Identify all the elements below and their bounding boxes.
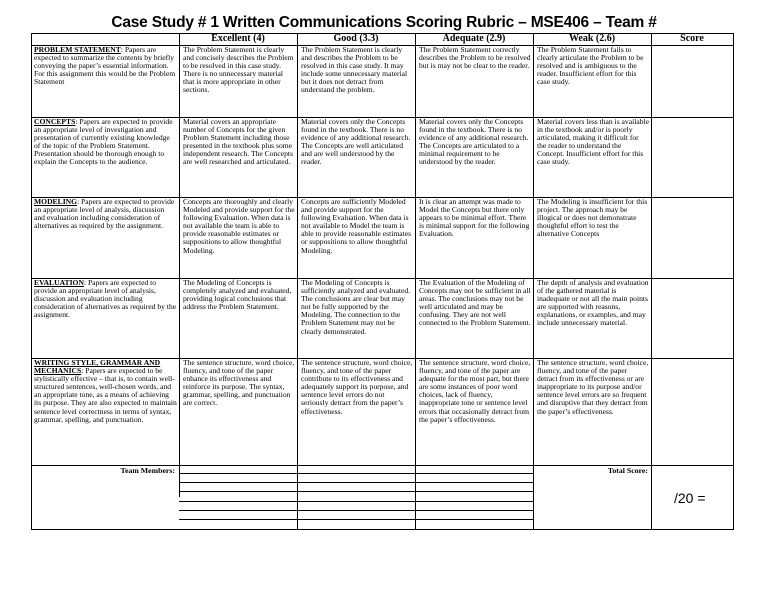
criterion-title: WRITING STYLE, GRAMMAR AND MECHANICS: [34, 359, 161, 376]
cell-adequate: Material covers only the Concepts found in the textbook. There is no evidence of any additional research. The Concepts are articulated to a minimal requirement to be understood by the reader.: [419, 118, 529, 167]
team-member-line[interactable]: [179, 473, 533, 474]
criterion-problem-statement: [34, 46, 177, 116]
cell-excellent: The Modeling of Concepts is completely analyzed and evaluated, providing logical conclusions that address the Problem Statement.: [183, 279, 292, 312]
criterion-writing-style: [34, 359, 177, 464]
cell-good: Material covers only the Concepts found in the textbook. There is no evidence of any additional research. The Concepts are well articulated and are well understood by the reader.: [301, 118, 411, 167]
header-weak: Weak (2.6): [568, 33, 616, 44]
header-good: Good (3.3): [333, 33, 379, 44]
criterion-evaluation: [34, 279, 177, 357]
column-divider: [415, 33, 416, 530]
total-score-value: /20 =: [674, 490, 706, 506]
cell-excellent: Concepts are thoroughly and clearly Modeled and provide support for the following Evaluation. When data is not available the team is able to provide reasonable estimates or suppositions to allow thoughtful Modeling.: [183, 198, 295, 255]
cell-weak: The Problem Statement fails to clearly articulate the Problem to be resolved and is ambiguous to the reader. Insufficient effort for this case study.: [537, 46, 644, 87]
cell-adequate: The sentence structure, word choice, fluency, and tone of the paper are adequate for the most part, but there are some instances of poor word choices, lack of fluency, inappropriate tone or sentence level errors that occasionally detract from the paper’s effectiveness.: [419, 359, 531, 424]
criterion-title: MODELING: [34, 198, 78, 206]
header-score: Score: [680, 33, 704, 44]
table-border-right: [733, 33, 734, 530]
criterion-text: : Papers are expected to provide an appropriate level of investigation and presentation of currently existing knowledge of the topic of the Problem Statement. Presentation should be thorough enough to explain the Concepts to the audience.: [34, 118, 173, 167]
criterion-text: : Papers are expected to be stylistically effective – that is, to contain well-structured sentences, well-chosen words, and an appropriate tone, as a means of achieving its purpose. They are also expected to maintain sentence level correctness in terms of syntax, grammar, spelling, and punctuation.: [34, 366, 177, 424]
column-divider: [297, 33, 298, 530]
cell-adequate: The Evaluation of the Modeling of Concepts may not be sufficient in all areas. The conclusions may not be well articulated and may be confusing. They are not well connected to the Problem Statement.: [419, 279, 531, 328]
team-member-line[interactable]: [179, 491, 533, 492]
page-title: Case Study # 1 Written Communications Scoring Rubric – MSE406 – Team #: [111, 14, 657, 31]
cell-good: The Problem Statement is clearly and describes the Problem to be resolved in this case study. It may include some unnecessary material but it does not detract from understand the problem.: [301, 46, 408, 95]
cell-excellent: The sentence structure, word choice, fluency, and tone of the paper enhance its effectiveness and reinforce its purpose. The syntax, grammar, spelling, and punctuation are correct.: [183, 359, 295, 408]
criterion-title: PROBLEM STATEMENT: [34, 46, 121, 54]
team-members-lines: [179, 465, 533, 529]
cell-weak: Material covers less than is available in the textbook and/or is poorly articulated, making it difficult for the reader to understand the Concept. Insufficient effort for this case study.: [537, 118, 649, 167]
team-members-label: Team Members:: [120, 466, 175, 475]
cell-good: The sentence structure, word choice, fluency, and tone of the paper contribute to its effectiveness and adequately support its purpose, and sentence level errors do not seriously detract from the paper’s effectiveness.: [301, 359, 413, 416]
cell-weak: The Modeling is insufficient for this project. The approach may be illogical or does not demonstrate thoughtful effort to test the alternative Concepts: [537, 198, 648, 239]
header-excellent: Excellent (4): [211, 33, 265, 44]
cell-excellent: Material covers an appropriate number of Concepts for the given Problem Statement including those presented in the textbook plus some independent research. The Concepts are well researched and articulated.: [183, 118, 293, 167]
criterion-text: : Papers are expected to provide an appropriate level of analysis, discussion and evaluation including consideration of alternatives as required by the assignment.: [34, 279, 177, 320]
criterion-title: EVALUATION: [34, 279, 84, 287]
team-member-line[interactable]: [179, 510, 533, 511]
cell-excellent: The Problem Statement is clearly and concisely describes the Problem to be resolved in this case study. There is no unnecessary material that is more appropriate in other sections.: [183, 46, 294, 95]
table-border-left: [31, 33, 32, 530]
header-adequate: Adequate (2.9): [442, 33, 506, 44]
criterion-title: CONCEPTS: [34, 118, 76, 126]
rubric-table: [31, 33, 734, 530]
cell-adequate: The Problem Statement correctly describes the Problem to be resolved but is may not be clear to the reader.: [419, 46, 531, 71]
criterion-text: : Papers are expected to provide an appropriate level of analysis, discussion and evaluation including consideration of alternatives as required by the assignment.: [34, 198, 175, 231]
cell-good: The Modeling of Concepts is sufficiently analyzed and evaluated. The conclusions are clear but may not be fully supported by the Modeling. The connection to the Problem Statement may not be clearly demonstrated.: [301, 279, 411, 336]
team-member-line[interactable]: [179, 501, 533, 502]
cell-good: Concepts are sufficiently Modeled and provide support for the following Evaluation. When data is not available to Model the team is able to provide reasonable estimates or suppositions to allow thoughtful Modeling.: [301, 198, 412, 255]
criterion-concepts: [34, 118, 177, 196]
column-divider: [179, 33, 180, 497]
total-score-label: Total Score:: [607, 466, 648, 475]
criterion-modeling: [34, 198, 177, 277]
column-divider: [651, 33, 652, 530]
table-border-bottom: [31, 529, 734, 530]
team-member-line[interactable]: [179, 519, 533, 520]
column-divider: [533, 33, 534, 530]
cell-weak: The depth of analysis and evaluation of the gathered material is inadequate or not all the main points are supported with reasons, explanations, or examples, and may include unnecessary material.: [537, 279, 649, 328]
cell-weak: The sentence structure, word choice, fluency, and tone of the paper detract from its effectiveness or are inappropriate to its purpose and/or sentence level errors are so frequent and disruptive that they detract from the paper’s effectiveness.: [537, 359, 649, 416]
team-member-line[interactable]: [179, 482, 533, 483]
cell-adequate: It is clear an attempt was made to Model the Concepts but there only appears to be minimal effort. There is minimal support for the following Evaluation.: [419, 198, 530, 239]
criterion-text: : Papers are expected to summarize the contents by briefly conveying the paper’s essential information. For this assignment this would be the Problem Statement: [34, 46, 176, 87]
